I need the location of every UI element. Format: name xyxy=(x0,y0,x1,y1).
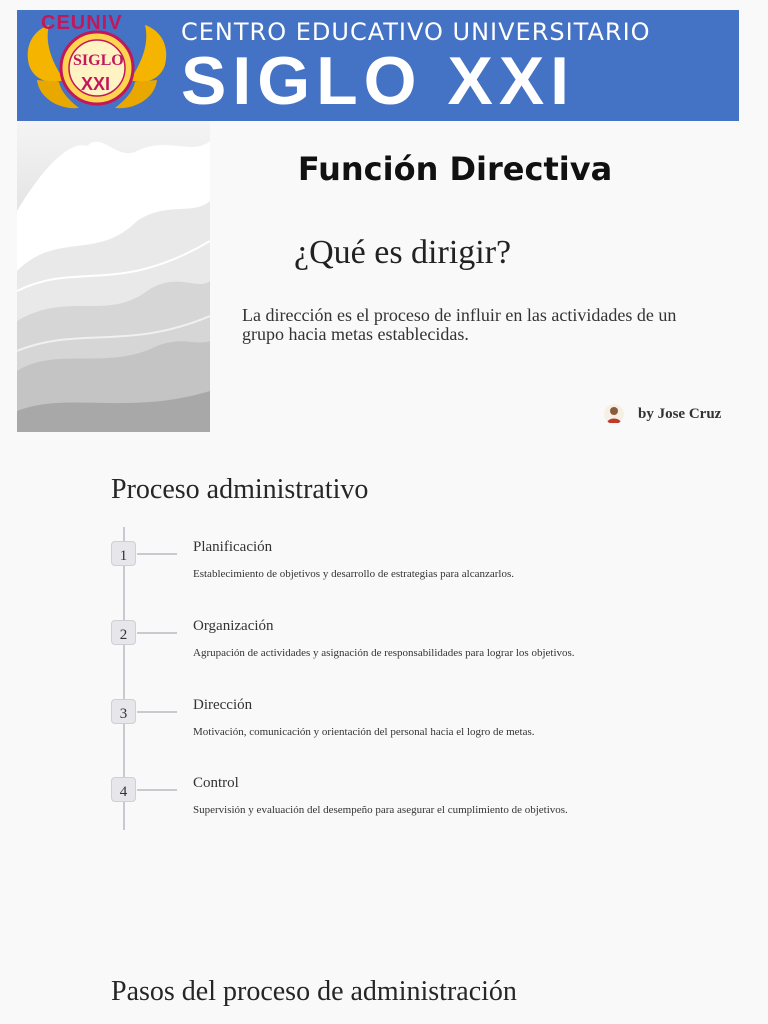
step-connector xyxy=(137,789,177,791)
step-number: 3 xyxy=(111,699,136,724)
step-description: Motivación, comunicación y orientación del personal hacia el logro de metas. xyxy=(193,726,535,738)
hero-description: La dirección es el proceso de influir en las actividades de un grupo hacia metas establecidas. xyxy=(242,305,677,344)
step-label: Control xyxy=(193,775,239,791)
university-crest-logo xyxy=(19,10,175,121)
abstract-waves-image xyxy=(17,121,210,432)
banner-title: SIGLO XXI xyxy=(181,43,576,119)
header-banner xyxy=(17,10,739,121)
timeline-step xyxy=(111,535,711,595)
author-credit xyxy=(604,404,721,424)
step-connector xyxy=(137,553,177,555)
step-connector xyxy=(137,632,177,634)
steps-section-title: Pasos del proceso de administración xyxy=(111,976,517,1007)
author-name: by Jose Cruz xyxy=(638,405,722,422)
timeline-step xyxy=(111,614,711,674)
banner-subtitle: CENTRO EDUCATIVO UNIVERSITARIO xyxy=(181,18,651,46)
timeline-step xyxy=(111,693,711,753)
step-description: Agrupación de actividades y asignación de responsabilidades para lograr los objetivos. xyxy=(193,647,575,659)
step-label: Dirección xyxy=(193,697,253,713)
timeline-step xyxy=(111,771,711,831)
step-number: 1 xyxy=(111,541,136,566)
step-number: 4 xyxy=(111,777,136,802)
step-description: Establecimiento de objetivos y desarrollo de estrategias para alcanzarlos. xyxy=(193,568,515,580)
page-title: Función Directiva xyxy=(297,150,613,188)
crest-top-text: CEUNIV xyxy=(41,12,123,34)
hero-subtitle: ¿Qué es dirigir? xyxy=(294,234,512,271)
crest-bottom-text: XXI xyxy=(81,74,111,94)
crest-middle-text: SIGLO xyxy=(73,52,124,69)
step-label: Planificación xyxy=(193,539,273,555)
avatar xyxy=(604,404,624,424)
step-label: Organización xyxy=(193,618,274,634)
step-number: 2 xyxy=(111,620,136,645)
process-section-title: Proceso administrativo xyxy=(111,474,369,505)
step-connector xyxy=(137,711,177,713)
step-description: Supervisión y evaluación del desempeño para asegurar el cumplimiento de objetivos. xyxy=(193,804,568,816)
